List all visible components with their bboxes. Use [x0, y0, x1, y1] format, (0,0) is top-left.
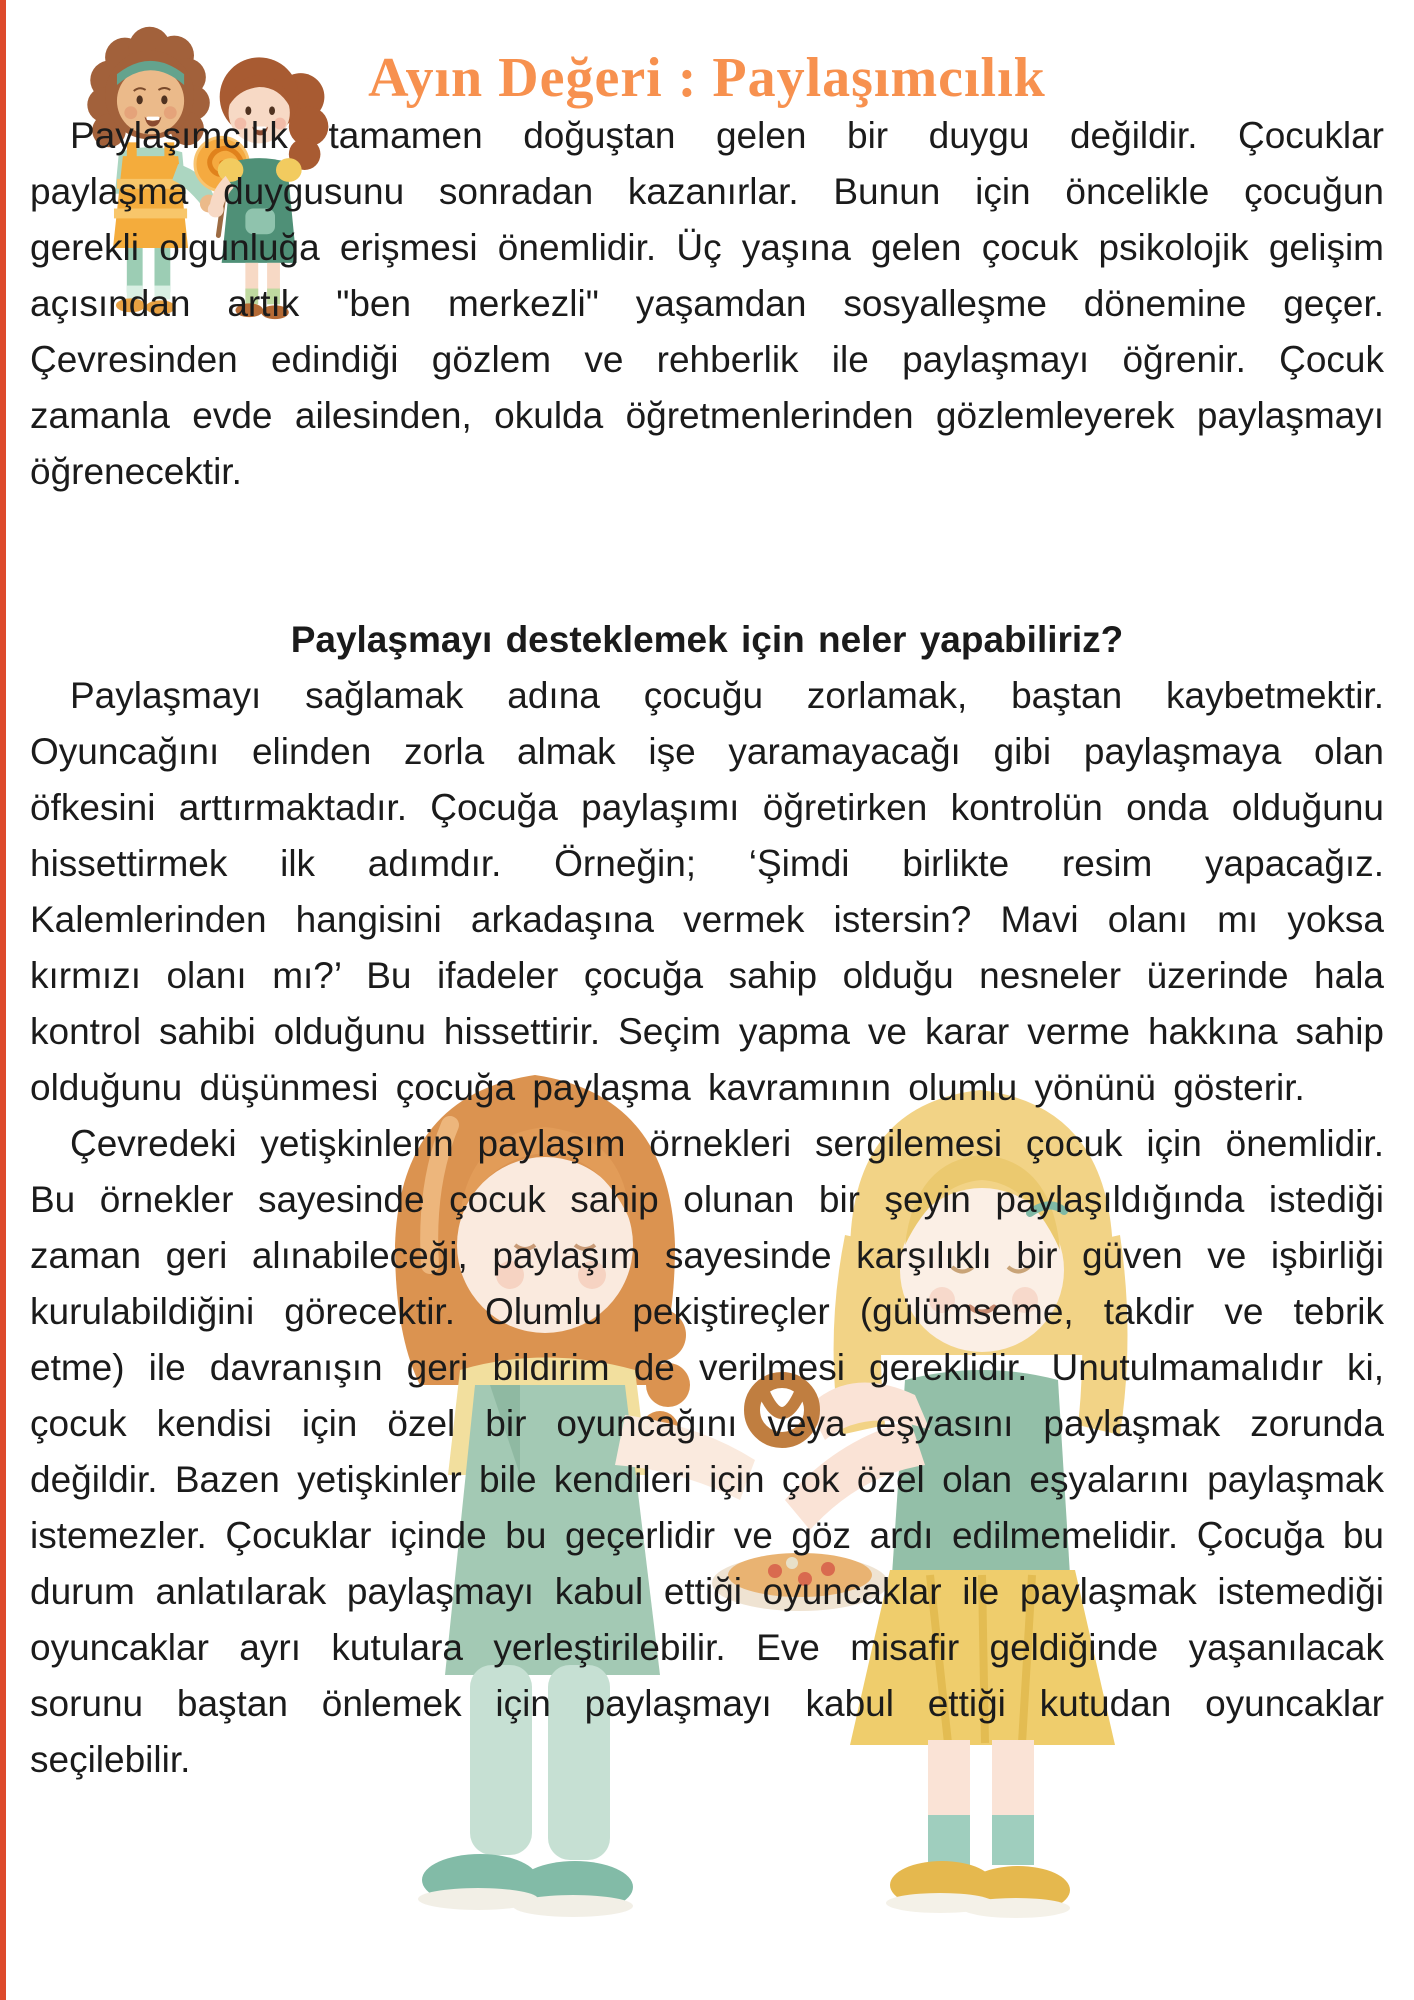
paragraph-adult-examples: Çevredeki yetişkinlerin paylaşım örnekleri sergilemesi çocuk için önemlidir. Bu örnekler sayesinde çocuk sahip olunan bir şeyin paylaşıldığında istediği zaman geri alınabileceği, paylaşım sayesinde karşılıklı bir güven ve işbirliği kurulabildiğini görecektir. Olumlu pekiştireçler (gülümseme, takdir ve tebrik etme) ile davranışın geri bildirim de verilmesi gereklidir. Unutulmamalıdır ki, çocuk kendisi için özel bir oyuncağını veya eşyasını paylaşmak zorunda değildir. Bazen yetişkinler bile kendileri için çok özel olan eşyalarını paylaşmak istemezler. Çocuklar içinde bu geçerlidir ve göz ardı edilmemelidir. Çocuğa bu durum anlatılarak paylaşmayı kabul ettiği oyuncaklar ile paylaşmak istemediği oyuncaklar ayrı kutulara yerleştirilebilir. Eve misafir geldiğinde yaşanılacak sorunu baştan önlemek için paylaşmayı kabul ettiği kutudan oyuncaklar seçilebilir.: [30, 1123, 1384, 1780]
article-content: [0, 48, 1414, 1788]
page-title: Ayın Değeri : Paylaşımcılık: [368, 47, 1046, 109]
paragraph-how-to-support: Paylaşmayı sağlamak adına çocuğu zorlamak, baştan kaybetmektir. Oyuncağını elinden zorla almak işe yaramayacağı gibi paylaşmaya olan öfkesini arttırmaktadır. Çocuğa paylaşımı öğretirken kontrolün onda olduğunu hissettirmek ilk adımdır. Örneğin; ‘Şimdi birlikte resim yapacağız. Kalemlerinden hangisini arkadaşına vermek istersin? Mavi olanı mı yoksa kırmızı olanı mı?’ Bu ifadeler çocuğa sahip olduğu nesneler üzerinde hala kontrol sahibi olduğunu hissettirir. Seçim yapma ve karar verme hakkına sahip olduğunu düşünmesi çocuğa paylaşma kavramının olumlu yönünü gösterir.: [30, 675, 1384, 1108]
paragraph-intro: Paylaşımcılık tamamen doğuştan gelen bir duygu değildir. Çocuklar paylaşma duygusunu sonradan kazanırlar. Bunun için öncelikle çocuğun gerekli olgunluğa erişmesi önemlidir. Üç yaşına gelen çocuk psikolojik gelişim açısından artık "ben merkezli" yaşamdan sosyalleşme dönemine geçer. Çevresinden edindiği gözlem ve rehberlik ile paylaşmayı öğrenir. Çocuk zamanla evde ailesinden, okulda öğretmenlerinden gözlemleyerek paylaşmayı öğrenecektir.: [30, 115, 1384, 492]
section-subheading: Paylaşmayı desteklemek için neler yapabiliriz?: [290, 619, 1124, 660]
